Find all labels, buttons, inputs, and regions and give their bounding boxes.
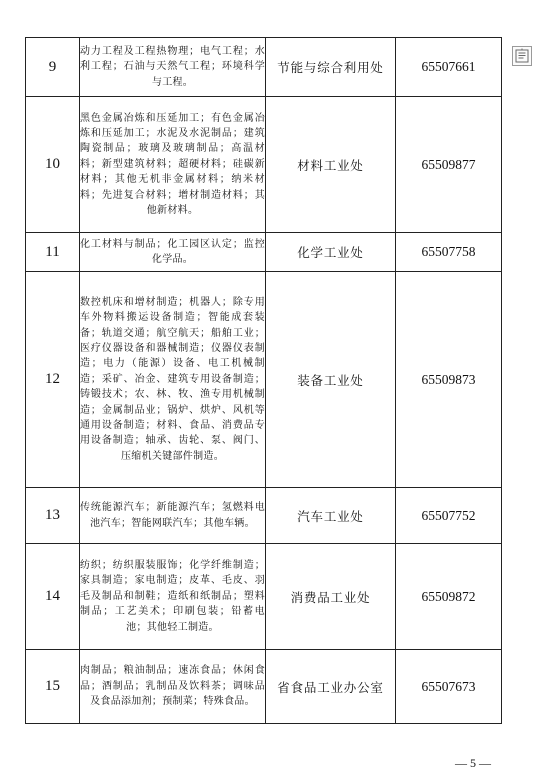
department-contact-table [25,37,502,724]
row-number: 12 [26,272,80,488]
scope-cell: 黑色金属冶炼和压延加工；有色金属冶炼和压延加工；水泥及水泥制品；建筑陶瓷制品；玻璃及玻璃制品；高温材料；新型建筑材料；超硬材料；硅碳新材料；其他无机非金属材料；纳米材料；先进复合材料；增材制造材料；其他新材料。 [80,97,266,233]
table-row [26,233,502,272]
phone-cell: 65509873 [396,272,502,488]
row-number: 15 [26,650,80,724]
phone-cell: 65509872 [396,544,502,650]
row-number: 13 [26,488,80,544]
department-cell: 装备工业处 [266,272,396,488]
table-row [26,488,502,544]
row-number: 11 [26,233,80,272]
scope-cell: 传统能源汽车；新能源汽车；氢燃料电池汽车；智能网联汽车；其他车辆。 [80,488,266,544]
phone-cell: 65507758 [396,233,502,272]
phone-cell: 65507661 [396,38,502,97]
department-cell: 消费品工业处 [266,544,396,650]
page-number: — 5 — [455,756,491,770]
table-row [26,272,502,488]
phone-cell: 65507673 [396,650,502,724]
scope-cell: 数控机床和增材制造；机器人；除专用车外物料搬运设备制造；智能成套装备；轨道交通；航空航天；船舶工业；医疗仪器设备和器械制造；仪器仪表制造；电力（能源）设备、电工机械制造；采矿、冶金、建筑专用设备制造；铸锻技术；农、林、牧、渔专用机械制造；金属制品业；锅炉、烘炉、风机等通用设备制造；材料、食品、消费品专用设备制造；轴承、齿轮、泵、阀门、压缩机关键部件制造。 [80,272,266,488]
scope-cell: 动力工程及工程热物理；电气工程；水利工程；石油与天然气工程；环境科学与工程。 [80,38,266,97]
table-row [26,38,502,97]
phone-cell: 65509877 [396,97,502,233]
text-extract-icon-glyph [513,47,531,65]
department-cell: 省食品工业办公室 [266,650,396,724]
table-row [26,650,502,724]
phone-cell: 65507752 [396,488,502,544]
department-cell: 节能与综合利用处 [266,38,396,97]
row-number: 10 [26,97,80,233]
row-number: 14 [26,544,80,650]
scope-cell: 肉制品；粮油制品；速冻食品；休闲食品；酒制品；乳制品及饮料茶；调味品及食品添加剂；预制菜；特殊食品。 [80,650,266,724]
department-cell: 汽车工业处 [266,488,396,544]
text-extract-icon[interactable] [512,46,532,66]
department-cell: 化学工业处 [266,233,396,272]
table-row [26,544,502,650]
scope-cell: 纺织；纺织服装服饰；化学纤维制造；家具制造；家电制造；皮革、毛皮、羽毛及制品和制鞋；造纸和纸制品；塑料制品；工艺美术；印刷包装；铅蓄电池；其他轻工制造。 [80,544,266,650]
scope-cell: 化工材料与制品；化工园区认定；监控化学品。 [80,233,266,272]
table-row [26,97,502,233]
department-cell: 材料工业处 [266,97,396,233]
row-number: 9 [26,38,80,97]
